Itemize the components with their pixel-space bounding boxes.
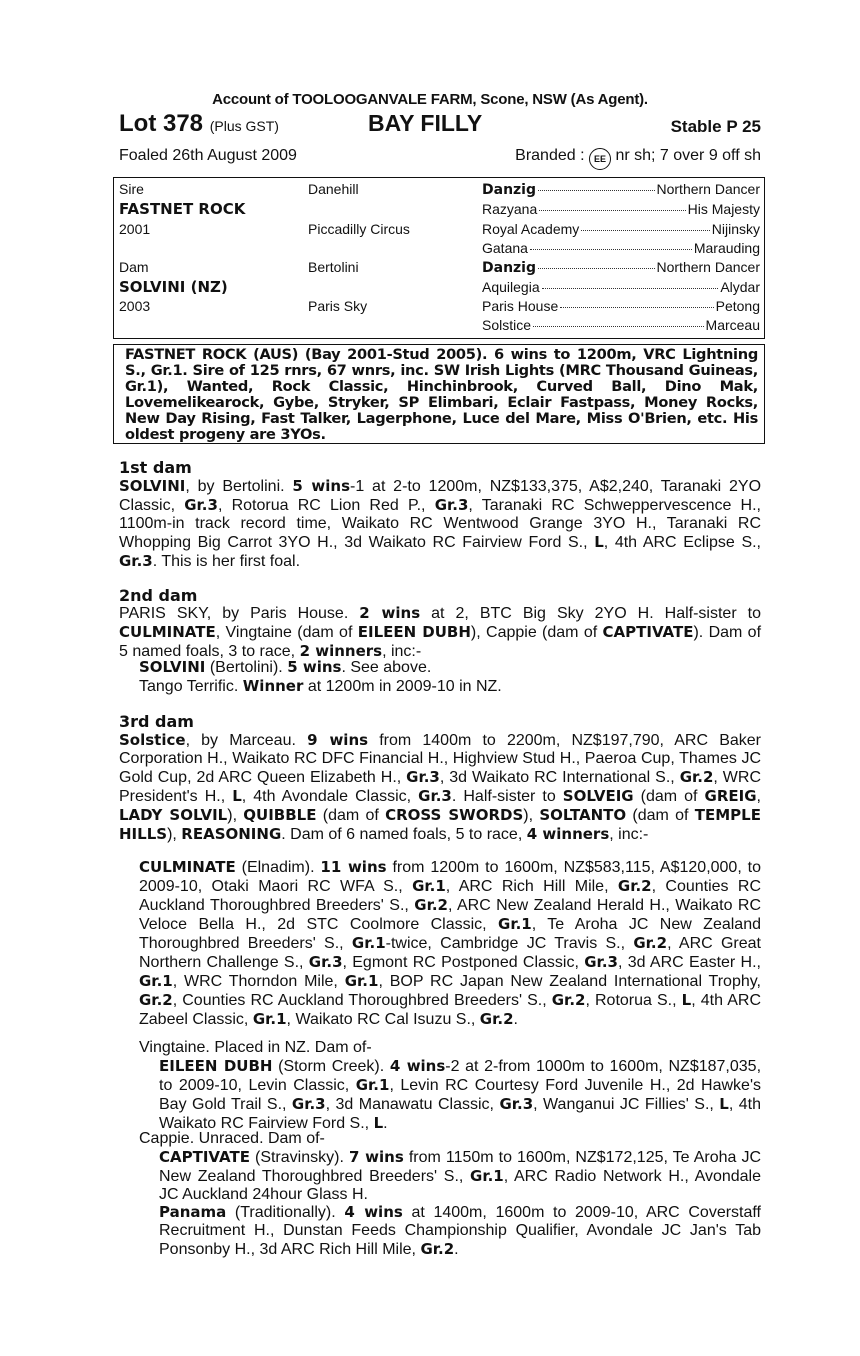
ancestor-row: Danzig Northern Dancer [482,181,760,198]
progeny-entry-captivate: CAPTIVATE (Stravinsky). 7 wins from 1150m to 1600m, NZ$172,125, Te Aroha JC New Zealand Thoroughbred Breeders' S., Gr.1, ARC Radio Network H., Avondale JC Auckland 24hour Glass H. [159,1148,762,1203]
third-dam-paragraph: Solstice, by Marceau. 9 wins from 1400m to 2200m, NZ$197,790, ARC Baker Corporation H., Waikato RC DFC Financial H., Highview Stud H., Paeroa Cup, Thames JC Gold Cup, 2d ARC Queen Elizabeth H., Gr.3, 3d Waikato RC International S., Gr.2, WRC President's H., L, 4th Avondale Classic, Gr.3. Half-sister to SOLVEIG (dam of GREIG, LADY SOLVIL), QUIBBLE (dam of CROSS SWORDS), SOLTANTO (dam of TEMPLE HILLS), REASONING. Dam of 6 named foals, 5 to race, 4 winners, inc:- [119,731,761,843]
sire-summary-box [113,344,765,444]
foaled-date: Foaled 26th August 2009 [119,147,297,164]
sire-dam: Piccadilly Circus [308,221,410,237]
ancestor-row: Gatana Marauding [482,240,760,256]
progeny-entry-eileen: EILEEN DUBH (Storm Creek). 4 wins-2 at 2-from 1000m to 1600m, NZ$187,035, to 2009-10, Levin Classic, Gr.1, Levin RC Courtesy Ford Juvenile H., 2d Hawke's Bay Gold Trail S., Gr.3, 3d Manawatu Classic, Gr.3, Wanganui JC Fillies' S., L, 4th Waikato RC Fairview Ford S., L. [159,1057,762,1132]
sire-label: Sire [119,181,144,197]
third-dam-heading: 3rd dam [119,712,194,731]
stable-number: Stable P 25 [670,117,761,136]
progeny-entry: Tango Terrific. Winner at 1200m in 2009-10 in NZ. [139,677,502,695]
ancestor-row: Razyana His Majesty [482,201,760,217]
second-dam-heading: 2nd dam [119,586,198,605]
first-dam-heading: 1st dam [119,458,192,477]
progeny-entry-panama: Panama (Traditionally). 4 wins at 1400m, 1600m to 2009-10, ARC Coverstaff Recruitment H., Dunstan Feeds Championship Qualifier, Avondale JC Jan's Tab Ponsonby H., 3d ARC Rich Hill Mile, Gr.2. [159,1203,762,1258]
lot-label: Lot 378 [119,110,204,137]
sire-summary: FASTNET ROCK (AUS) (Bay 2001-Stud 2005). 6 wins to 1200m, VRC Lightning S., Gr.1. Sire of 125 rnrs, 67 wnrs, inc. SW Irish Lights (MRC Thousand Guineas, Gr.1), Wanted, Rock Classic, Hinchinbrook, Curved Ball, Dino Mak, Lovemelikearock, Gybe, Stryker, SP Elimbari, Eclair Fastpass, Money Rocks, New Day Rising, Fast Talker, Lagerphone, Luce del Mare, Miss O'Brien, etc. His oldest progeny are 3YOs. [125,346,758,443]
dam-label: Dam [119,259,149,275]
second-dam-paragraph: PARIS SKY, by Paris House. 2 wins at 2, BTC Big Sky 2YO H. Half-sister to CULMINATE, Vingtaine (dam of EILEEN DUBH), Cappie (dam of CAPTIVATE). Dam of 5 named foals, 3 to race, 2 winners, inc:- [119,604,762,660]
brand-mark-icon: EE [589,148,611,170]
dam-year: 2003 [119,298,151,314]
sire-name: FASTNET ROCK [119,200,246,218]
pedigree-table [113,177,765,339]
dam-dam: Paris Sky [308,298,368,314]
brand-info [515,147,761,170]
progeny-entry: SOLVINI (Bertolini). 5 wins. See above. [139,658,432,676]
branded-detail: nr sh; 7 over 9 off sh [615,147,761,164]
sire-year: 2001 [119,221,151,237]
horse-description: BAY FILLY [368,110,483,136]
dam-sire: Bertolini [308,259,359,275]
progeny-entry-culminate: CULMINATE (Elnadim). 11 wins from 1200m to 1600m, NZ$583,115, A$120,000, to 2009-10, Otaki Maori RC WFA S., Gr.1, ARC Rich Hill Mile, Gr.2, Counties RC Auckland Thoroughbred Breeders' S., Gr.2, ARC New Zealand Herald H., Waikato RC Veloce Bella H., 2d STC Coolmore Classic, Gr.1, Te Aroha JC New Zealand Thoroughbred Breeders' S., Gr.1-twice, Cambridge JC Travis S., Gr.2, ARC Great Northern Challenge S., Gr.3, Egmont RC Postponed Classic, Gr.3, 3d ARC Easter H., Gr.1, WRC Thorndon Mile, Gr.1, BOP RC Japan New Zealand International Trophy, Gr.2, Counties RC Auckland Thoroughbred Breeders' S., Gr.2, Rotorua S., L, 4th ARC Zabeel Classic, Gr.1, Waikato RC Cal Isuzu S., Gr.2. [139,858,762,1028]
ancestor-row: Danzig Northern Dancer [482,259,760,276]
ancestor-row: Royal Academy Nijinsky [482,221,760,237]
ancestor-row: Solstice Marceau [482,317,760,333]
branded-label: Branded : [515,147,585,164]
lot-number [119,110,279,138]
dam-name: SOLVINI (NZ) [119,278,228,296]
account-line: Account of TOOLOOGANVALE FARM, Scone, NSW (As Agent). [212,91,648,108]
ancestor-row: Aquilegia Alydar [482,279,760,295]
gst-note: (Plus GST) [209,118,279,134]
ancestor-row: Paris House Petong [482,298,760,314]
sire-sire: Danehill [308,181,359,197]
progeny-entry-cappie: Cappie. Unraced. Dam of- [139,1130,325,1147]
first-dam-paragraph: SOLVINI, by Bertolini. 5 wins-1 at 2-to 1200m, NZ$133,375, A$2,240, Taranaki 2YO Classic, Gr.3, Rotorua RC Lion Red P., Gr.3, Taranaki RC Schweppervescence H., 1100m-in track record time, Waikato RC Wentwood Grange 3YO H., Taranaki RC Whopping Big Carrot 3YO H., 3d Waikato RC Fairview Ford S., L, 4th ARC Eclipse S., Gr.3. This is her first foal. [119,477,762,570]
dam-name: SOLVINI [119,477,186,495]
progeny-entry-vingtaine: Vingtaine. Placed in NZ. Dam of- [139,1039,372,1056]
